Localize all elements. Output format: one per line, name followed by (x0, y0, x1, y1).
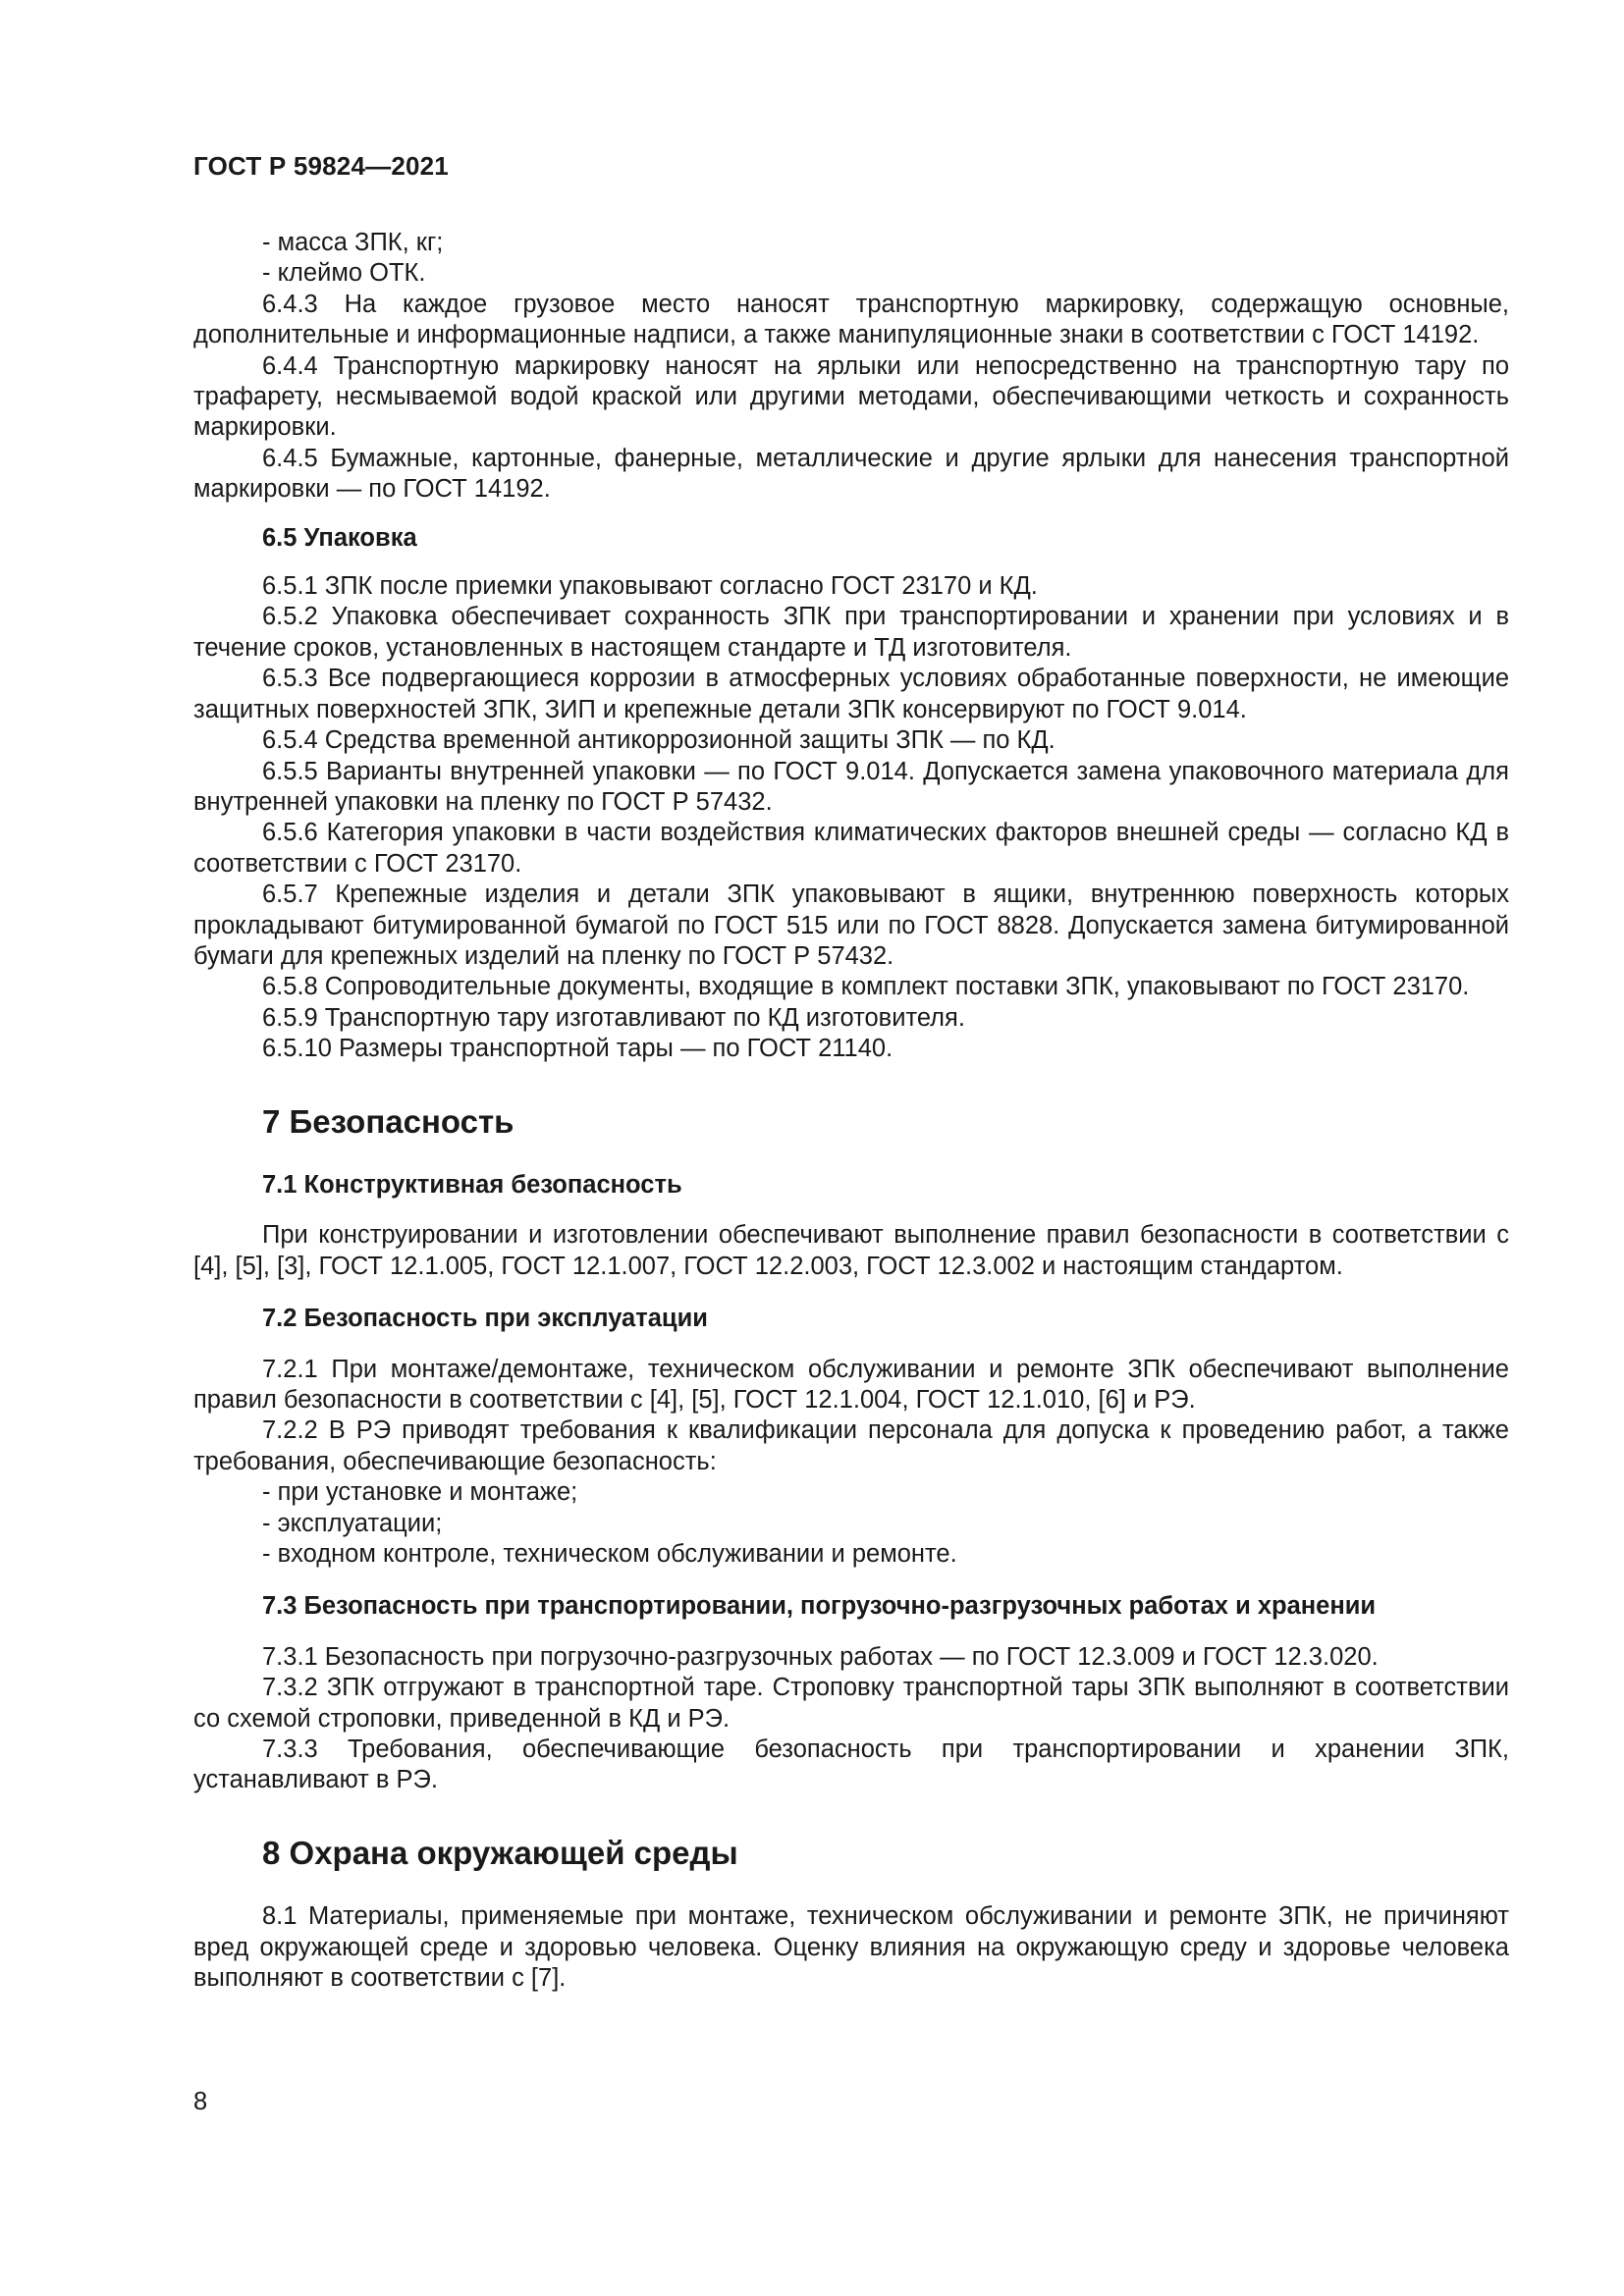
list-item: - клеймо ОТК. (262, 259, 426, 288)
paragraph-6-4-5: 6.4.5 Бумажные, картонные, фанерные, металлические и другие ярлыки для нанесения транспортной маркировки — по ГОСТ 14192. (193, 444, 1509, 504)
list-item: - масса ЗПК, кг; (262, 229, 444, 256)
paragraph-6-5-2: 6.5.2 Упаковка обеспечивает сохранность ЗПК при транспортировании и хранении при условиях и в течение сроков, установленных в настоящем стандарте и ТД изготовителя. (193, 603, 1509, 662)
section-heading-6-5: 6.5 Упаковка (262, 523, 417, 552)
paragraph-6-5-7: 6.5.7 Крепежные изделия и детали ЗПК упаковывают в ящики, внутреннюю поверхность которых прокладывают битумированной бумагой по ГОСТ 515 или по ГОСТ 8828. Допускается замена битумированной бумаги для крепежных изделий на пленку по ГОСТ Р 57432. (193, 881, 1509, 970)
paragraph-7-3-2: 7.3.2 ЗПК отгружают в транспортной таре. Строповку транспортной тары ЗПК выполняют в соответствии со схемой строповки, приведенной в КД и РЭ. (193, 1674, 1509, 1733)
document-header: ГОСТ Р 59824—2021 (193, 151, 449, 181)
paragraph-6-5-3: 6.5.3 Все подвергающиеся коррозии в атмосферных условиях обработанные поверхности, не имеющие защитных поверхностей ЗПК, ЗИП и крепежные детали ЗПК консервируют по ГОСТ 9.014. (193, 665, 1509, 723)
paragraph-7-1: При конструировании и изготовлении обеспечивают выполнение правил безопасности в соответствии с [4], [5], [3], ГОСТ 12.1.005, ГОСТ 12.1.007, ГОСТ 12.2.003, ГОСТ 12.3.002 и настоящим стандартом. (193, 1221, 1509, 1280)
paragraph-7-2-2: 7.2.2 В РЭ приводят требования к квалификации персонала для допуска к проведению работ, а также требования, обеспечивающие безопасность: (193, 1416, 1509, 1475)
paragraph-6-5-9: 6.5.9 Транспортную тару изготавливают по КД изготовителя. (262, 1003, 965, 1032)
paragraph-6-5-5: 6.5.5 Варианты внутренней упаковки — по ГОСТ 9.014. Допускается замена упаковочного материала для внутренней упаковки на пленку по ГОСТ Р 57432. (193, 757, 1509, 816)
paragraph-8-1: 8.1 Материалы, применяемые при монтаже, техническом обслуживании и ремонте ЗПК, не причиняют вред окружающей среде и здоровью человека. Оценку влияния на окружающую среду и здоровье человека выполняют в соответствии с [7]. (193, 1902, 1509, 1993)
page-number: 8 (193, 2088, 208, 2115)
chapter-heading-7: 7 Безопасность (262, 1102, 514, 1140)
document-body (193, 228, 1509, 1995)
list-item: - эксплуатации; (262, 1509, 443, 1537)
paragraph-6-5-6: 6.5.6 Категория упаковки в части воздействия климатических факторов внешней среды — согласно КД в соответствии с ГОСТ 23170. (193, 819, 1509, 878)
paragraph-7-3-1: 7.3.1 Безопасность при погрузочно-разгрузочных работах — по ГОСТ 12.3.009 и ГОСТ 12.3.020. (262, 1642, 1379, 1671)
section-heading-7-3: 7.3 Безопасность при транспортировании, погрузочно-разгрузочных работах и хранении (262, 1592, 1377, 1621)
paragraph-6-5-1: 6.5.1 ЗПК после приемки упаковывают согласно ГОСТ 23170 и КД. (262, 572, 1038, 601)
list-item: - входном контроле, техническом обслуживании и ремонте. (262, 1540, 957, 1569)
section-heading-7-2: 7.2 Безопасность при эксплуатации (262, 1305, 708, 1333)
paragraph-7-3-3: 7.3.3 Требования, обеспечивающие безопасность при транспортировании и хранении ЗПК, устанавливают в РЭ. (193, 1735, 1509, 1794)
paragraph-6-4-4: 6.4.4 Транспортную маркировку наносят на ярлыки или непосредственно на транспортную тару по трафарету, несмываемой водой краской или другими методами, обеспечивающими четкость и сохранность маркировки. (193, 351, 1509, 442)
paragraph-6-4-3: 6.4.3 На каждое грузовое место наносят транспортную маркировку, содержащую основные, дополнительные и информационные надписи, а также манипуляционные знаки в соответствии с ГОСТ 14192. (193, 290, 1509, 349)
paragraph-7-2-1: 7.2.1 При монтаже/демонтаже, техническом обслуживании и ремонте ЗПК обеспечивают выполнение правил безопасности в соответствии с [4], [5], ГОСТ 12.1.004, ГОСТ 12.1.010, [6] и РЭ. (193, 1355, 1509, 1414)
chapter-heading-8: 8 Охрана окружающей среды (262, 1834, 738, 1871)
list-item: - при установке и монтаже; (262, 1478, 578, 1507)
paragraph-6-5-4: 6.5.4 Средства временной антикоррозионной защиты ЗПК — по КД. (262, 726, 1056, 755)
paragraph-6-5-10: 6.5.10 Размеры транспортной тары — по ГОСТ 21140. (262, 1035, 893, 1063)
paragraph-6-5-8: 6.5.8 Сопроводительные документы, входящие в комплект поставки ЗПК, упаковывают по ГОСТ 23170. (262, 973, 1470, 1001)
section-heading-7-1: 7.1 Конструктивная безопасность (262, 1170, 682, 1199)
